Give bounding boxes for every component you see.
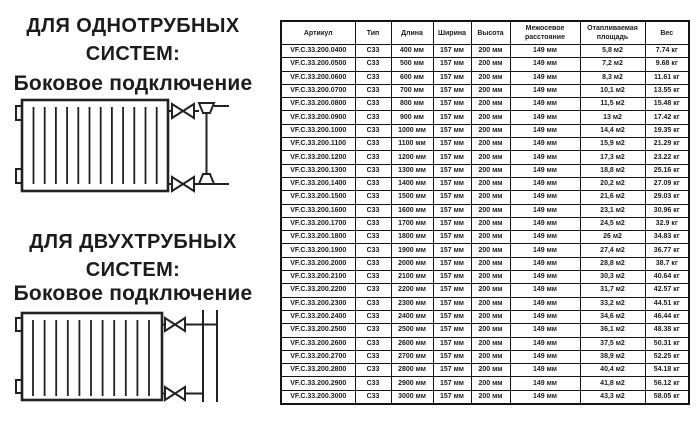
table-row (281, 284, 689, 297)
table-cell: C33 (355, 191, 391, 204)
table-cell: C33 (355, 390, 391, 404)
table-cell: C33 (355, 324, 391, 337)
table-cell: C33 (355, 71, 391, 84)
table-row (281, 297, 689, 310)
table-cell: C33 (355, 111, 391, 124)
table-cell: C33 (355, 337, 391, 350)
table-cell: VF.C.33.200.1800 (281, 231, 355, 244)
table-row (281, 244, 689, 257)
table-cell: 9.68 кг (645, 58, 689, 71)
two-pipe-section-subtitle: Боковое подключение (13, 282, 253, 305)
table-row (281, 98, 689, 111)
table-cell: VF.C.33.200.1700 (281, 217, 355, 230)
table-cell: C33 (355, 138, 391, 151)
table-cell: 200 мм (471, 45, 510, 58)
table-cell: 149 мм (510, 244, 580, 257)
single-pipe-section-subtitle: Боковое подключение (13, 72, 253, 95)
table-cell: C33 (355, 124, 391, 137)
bottom-valve-icon (168, 174, 229, 191)
table-row (281, 350, 689, 363)
top-fitting-icon (199, 103, 214, 113)
header-cell: Вес (645, 21, 689, 45)
table-cell: 8,3 м2 (580, 71, 645, 84)
table-row (281, 164, 689, 177)
table-cell: 149 мм (510, 271, 580, 284)
table-cell: VF.C.33.200.2100 (281, 271, 355, 284)
table-cell: 54.18 кг (645, 364, 689, 377)
table-cell: 40,4 м2 (580, 364, 645, 377)
table-cell: 200 мм (471, 337, 510, 350)
header-cell: Высота (471, 21, 510, 45)
table-cell: C33 (355, 204, 391, 217)
table-row (281, 177, 689, 190)
table-cell: 52.25 кг (645, 350, 689, 363)
table-row (281, 310, 689, 323)
table-cell: 30.96 кг (645, 204, 689, 217)
table-cell: 3000 мм (391, 390, 433, 404)
table-cell: 25.16 кг (645, 164, 689, 177)
table-cell: 18,8 м2 (580, 164, 645, 177)
table-cell: C33 (355, 231, 391, 244)
table-cell: 149 мм (510, 377, 580, 390)
table-cell: 149 мм (510, 191, 580, 204)
table-cell: 200 мм (471, 244, 510, 257)
table-cell: 157 мм (433, 191, 471, 204)
table-cell: 149 мм (510, 45, 580, 58)
table-cell: 24,5 м2 (580, 217, 645, 230)
table-cell: 157 мм (433, 324, 471, 337)
table-cell: 200 мм (471, 297, 510, 310)
table-row (281, 191, 689, 204)
table-cell: 37,5 м2 (580, 337, 645, 350)
table-cell: VF.C.33.200.0400 (281, 45, 355, 58)
table-cell: 157 мм (433, 364, 471, 377)
table-cell: VF.C.33.200.0900 (281, 111, 355, 124)
table-cell: 157 мм (433, 244, 471, 257)
table-cell: C33 (355, 177, 391, 190)
table-row (281, 58, 689, 71)
table-row (281, 364, 689, 377)
table-cell: 200 мм (471, 84, 510, 97)
table-cell: 149 мм (510, 124, 580, 137)
table-row (281, 324, 689, 337)
table-cell: 1800 мм (391, 231, 433, 244)
table-cell: 149 мм (510, 257, 580, 270)
table-cell: VF.C.33.200.2200 (281, 284, 355, 297)
bottom-valve-icon (162, 387, 203, 400)
title-line: ДЛЯ ДВУХТРУБНЫХ (29, 231, 237, 253)
table-cell: 5,8 м2 (580, 45, 645, 58)
table-cell: 40.64 кг (645, 271, 689, 284)
table-cell: VF.C.33.200.2700 (281, 350, 355, 363)
table-cell: 157 мм (433, 297, 471, 310)
table-cell: 48.38 кг (645, 324, 689, 337)
header-cell: Отапливаемая площадь (580, 21, 645, 45)
table-cell: VF.C.33.200.1900 (281, 244, 355, 257)
table-cell: 1700 мм (391, 217, 433, 230)
table-cell: VF.C.33.200.1500 (281, 191, 355, 204)
header-cell: Длина (391, 21, 433, 45)
table-cell: 157 мм (433, 390, 471, 404)
table-cell: 56.12 кг (645, 377, 689, 390)
table-cell: VF.C.33.200.1600 (281, 204, 355, 217)
table-cell: 7,2 м2 (580, 58, 645, 71)
table-cell: 149 мм (510, 390, 580, 404)
table-cell: VF.C.33.200.2900 (281, 377, 355, 390)
table-cell: 2600 мм (391, 337, 433, 350)
table-cell: 200 мм (471, 58, 510, 71)
table-cell: 44.51 кг (645, 297, 689, 310)
header-cell: Ширина (433, 21, 471, 45)
table-cell: 200 мм (471, 204, 510, 217)
table-cell: 1900 мм (391, 244, 433, 257)
table-row (281, 138, 689, 151)
table-cell: C33 (355, 310, 391, 323)
table-cell: 157 мм (433, 377, 471, 390)
table-cell: 36.77 кг (645, 244, 689, 257)
table-row (281, 84, 689, 97)
table-cell: 13 м2 (580, 111, 645, 124)
header-cell: Межосевое расстояние (510, 21, 580, 45)
title-line: СИСТЕМ: (85, 259, 181, 281)
table-cell: 200 мм (471, 191, 510, 204)
table-cell: 149 мм (510, 350, 580, 363)
table-cell: 157 мм (433, 58, 471, 71)
table-cell: 149 мм (510, 337, 580, 350)
table-cell: 34,6 м2 (580, 310, 645, 323)
table-cell: 149 мм (510, 204, 580, 217)
table-cell: 7.74 кг (645, 45, 689, 58)
table-cell: 149 мм (510, 111, 580, 124)
table-cell: 11.61 кг (645, 71, 689, 84)
table-cell: 600 мм (391, 71, 433, 84)
table-cell: 149 мм (510, 231, 580, 244)
table-cell: 23.22 кг (645, 151, 689, 164)
table-cell: VF.C.33.200.1200 (281, 151, 355, 164)
table-cell: 149 мм (510, 138, 580, 151)
table-cell: 200 мм (471, 98, 510, 111)
radiator-fins (34, 107, 157, 184)
table-cell: 149 мм (510, 364, 580, 377)
table-cell: 38.7 кг (645, 257, 689, 270)
table-cell: 900 мм (391, 111, 433, 124)
table-cell: VF.C.33.200.3000 (281, 390, 355, 404)
table-cell: 15,9 м2 (580, 138, 645, 151)
table-cell: 1400 мм (391, 177, 433, 190)
table-cell: C33 (355, 244, 391, 257)
table-cell: 2500 мм (391, 324, 433, 337)
table-cell: VF.C.33.200.0600 (281, 71, 355, 84)
table-cell: 200 мм (471, 310, 510, 323)
table-cell: 149 мм (510, 310, 580, 323)
table-cell: 157 мм (433, 284, 471, 297)
table-cell: C33 (355, 58, 391, 71)
table-cell: 2200 мм (391, 284, 433, 297)
radiator-icon (16, 100, 168, 191)
table-cell: C33 (355, 151, 391, 164)
table-cell: 157 мм (433, 71, 471, 84)
table-cell: VF.C.33.200.2400 (281, 310, 355, 323)
table-cell: 157 мм (433, 204, 471, 217)
table-cell: 21.29 кг (645, 138, 689, 151)
table-cell: 14,4 м2 (580, 124, 645, 137)
table-cell: VF.C.33.200.0700 (281, 84, 355, 97)
table-cell: 58.05 кг (645, 390, 689, 404)
left-panel (0, 0, 270, 421)
table-cell: 2100 мм (391, 271, 433, 284)
table-panel (280, 20, 690, 405)
table-cell: 26 м2 (580, 231, 645, 244)
header-cell: Тип (355, 21, 391, 45)
table-cell: VF.C.33.200.2500 (281, 324, 355, 337)
table-row (281, 71, 689, 84)
table-cell: 149 мм (510, 284, 580, 297)
table-row (281, 124, 689, 137)
table-cell: 2700 мм (391, 350, 433, 363)
header-cell: Артикул (281, 21, 355, 45)
table-cell: 149 мм (510, 71, 580, 84)
single-pipe-section-title (0, 12, 266, 68)
table-row (281, 390, 689, 404)
table-cell: VF.C.33.200.2300 (281, 297, 355, 310)
table-cell: 20,2 м2 (580, 177, 645, 190)
table-cell: VF.C.33.200.1100 (281, 138, 355, 151)
table-cell: C33 (355, 364, 391, 377)
table-cell: C33 (355, 257, 391, 270)
table-cell: 200 мм (471, 124, 510, 137)
table-cell: 500 мм (391, 58, 433, 71)
table-cell: VF.C.33.200.1000 (281, 124, 355, 137)
top-valve-icon (162, 318, 217, 331)
table-cell: 19.35 кг (645, 124, 689, 137)
table-cell: 17,3 м2 (580, 151, 645, 164)
table-cell: 200 мм (471, 257, 510, 270)
table-row (281, 111, 689, 124)
table-cell: C33 (355, 217, 391, 230)
table-row (281, 337, 689, 350)
table-cell: VF.C.33.200.2000 (281, 257, 355, 270)
table-cell: 1300 мм (391, 164, 433, 177)
table-cell: 149 мм (510, 151, 580, 164)
table-cell: 157 мм (433, 310, 471, 323)
table-cell: 1500 мм (391, 191, 433, 204)
table-cell: 29.03 кг (645, 191, 689, 204)
table-cell: 200 мм (471, 324, 510, 337)
table-cell: 31,7 м2 (580, 284, 645, 297)
table-cell: 38,9 м2 (580, 350, 645, 363)
single-pipe-diagram (12, 97, 244, 197)
table-row (281, 151, 689, 164)
table-cell: C33 (355, 45, 391, 58)
table-row (281, 271, 689, 284)
two-pipe-diagram (12, 306, 244, 408)
table-cell: 157 мм (433, 257, 471, 270)
table-cell: 1100 мм (391, 138, 433, 151)
table-cell: 157 мм (433, 164, 471, 177)
table-cell: C33 (355, 164, 391, 177)
table-row (281, 231, 689, 244)
table-cell: 1200 мм (391, 151, 433, 164)
table-cell: 2000 мм (391, 257, 433, 270)
radiator-icon (16, 313, 162, 400)
table-cell: 200 мм (471, 151, 510, 164)
table-cell: 157 мм (433, 84, 471, 97)
table-cell: 157 мм (433, 151, 471, 164)
table-cell: 27.09 кг (645, 177, 689, 190)
table-cell: 400 мм (391, 45, 433, 58)
table-cell: VF.C.33.200.0800 (281, 98, 355, 111)
table-cell: 157 мм (433, 138, 471, 151)
table-cell: C33 (355, 377, 391, 390)
table-cell: 149 мм (510, 297, 580, 310)
table-cell: VF.C.33.200.2600 (281, 337, 355, 350)
table-row (281, 377, 689, 390)
table-cell: 34.83 кг (645, 231, 689, 244)
table-row (281, 45, 689, 58)
table-cell: 157 мм (433, 271, 471, 284)
table-cell: 157 мм (433, 350, 471, 363)
table-cell: 149 мм (510, 324, 580, 337)
table-cell: VF.C.33.200.1300 (281, 164, 355, 177)
table-cell: 157 мм (433, 45, 471, 58)
table-cell: 17.42 кг (645, 111, 689, 124)
table-cell: 200 мм (471, 390, 510, 404)
table-cell: 23,1 м2 (580, 204, 645, 217)
table-cell: 2800 мм (391, 364, 433, 377)
table-cell: 2300 мм (391, 297, 433, 310)
table-cell: 21,6 м2 (580, 191, 645, 204)
table-cell: 28,8 м2 (580, 257, 645, 270)
table-cell: VF.C.33.200.2800 (281, 364, 355, 377)
table-cell: 157 мм (433, 231, 471, 244)
table-cell: 50.31 кг (645, 337, 689, 350)
table-cell: 36,1 м2 (580, 324, 645, 337)
table-cell: 33,2 м2 (580, 297, 645, 310)
table-cell: 43,3 м2 (580, 390, 645, 404)
top-valve-icon (168, 103, 229, 118)
table-body (281, 45, 689, 405)
table-cell: C33 (355, 84, 391, 97)
table-cell: C33 (355, 271, 391, 284)
bottom-fitting-icon (199, 174, 214, 184)
table-cell: VF.C.33.200.0500 (281, 58, 355, 71)
table-cell: 157 мм (433, 111, 471, 124)
table-cell: C33 (355, 297, 391, 310)
table-cell: 149 мм (510, 98, 580, 111)
table-header-row (281, 21, 689, 45)
table-cell: 157 мм (433, 98, 471, 111)
table-cell: 11,5 м2 (580, 98, 645, 111)
table-cell: 200 мм (471, 284, 510, 297)
table-cell: 2900 мм (391, 377, 433, 390)
table-cell: 10,1 м2 (580, 84, 645, 97)
table-cell: 41,8 м2 (580, 377, 645, 390)
table-row (281, 257, 689, 270)
table-cell: 200 мм (471, 71, 510, 84)
table-cell: 200 мм (471, 111, 510, 124)
table-cell: 200 мм (471, 138, 510, 151)
table-cell: 149 мм (510, 177, 580, 190)
table-cell: 2400 мм (391, 310, 433, 323)
specs-table (280, 20, 690, 405)
title-line: ДЛЯ ОДНОТРУБНЫХ (26, 15, 240, 37)
table-cell: 30,3 м2 (580, 271, 645, 284)
table-cell: 32.9 кг (645, 217, 689, 230)
table-row (281, 204, 689, 217)
two-pipe-section-title (0, 228, 266, 284)
table-cell: 149 мм (510, 217, 580, 230)
radiator-fins (33, 320, 149, 396)
table-cell: 157 мм (433, 337, 471, 350)
table-cell: 46.44 кг (645, 310, 689, 323)
table-cell: 200 мм (471, 177, 510, 190)
table-cell: C33 (355, 284, 391, 297)
table-cell: 13.55 кг (645, 84, 689, 97)
table-cell: VF.C.33.200.1400 (281, 177, 355, 190)
table-row (281, 217, 689, 230)
table-cell: 149 мм (510, 84, 580, 97)
table-cell: 149 мм (510, 58, 580, 71)
table-cell: C33 (355, 98, 391, 111)
table-cell: 200 мм (471, 377, 510, 390)
table-cell: 157 мм (433, 217, 471, 230)
table-cell: 200 мм (471, 164, 510, 177)
table-cell: 1600 мм (391, 204, 433, 217)
table-cell: 200 мм (471, 217, 510, 230)
table-cell: 800 мм (391, 98, 433, 111)
table-cell: 1000 мм (391, 124, 433, 137)
table-cell: 42.57 кг (645, 284, 689, 297)
table-cell: 200 мм (471, 364, 510, 377)
table-cell: 700 мм (391, 84, 433, 97)
title-line: СИСТЕМ: (85, 43, 181, 65)
table-cell: 15.48 кг (645, 98, 689, 111)
table-cell: 200 мм (471, 231, 510, 244)
table-cell: C33 (355, 350, 391, 363)
table-cell: 157 мм (433, 177, 471, 190)
table-cell: 27,4 м2 (580, 244, 645, 257)
table-cell: 157 мм (433, 124, 471, 137)
table-cell: 149 мм (510, 164, 580, 177)
table-cell: 200 мм (471, 271, 510, 284)
table-cell: 200 мм (471, 350, 510, 363)
